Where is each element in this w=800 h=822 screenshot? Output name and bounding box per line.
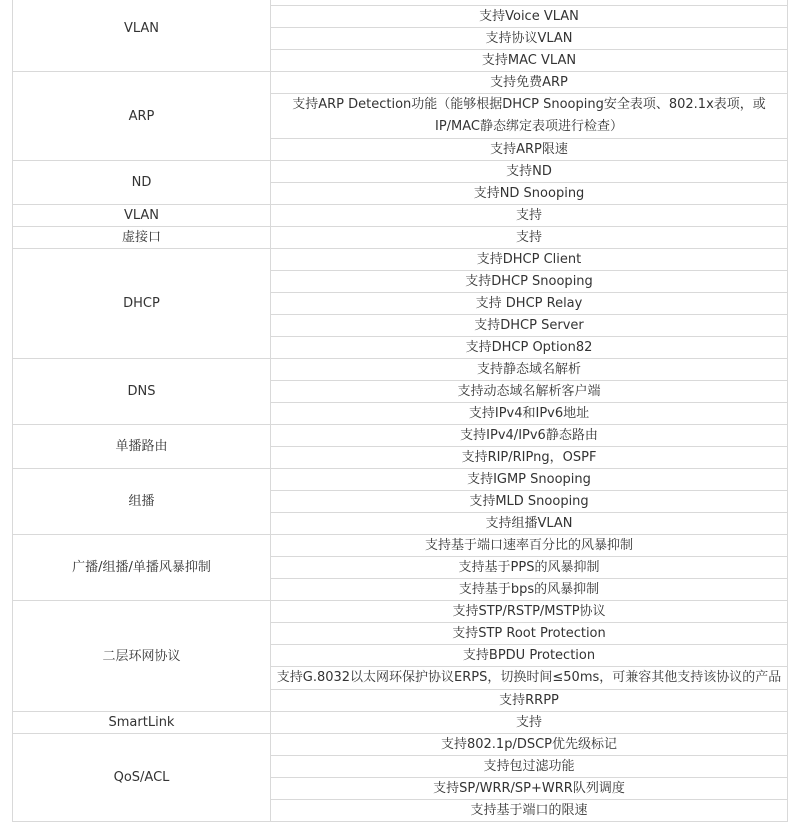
feature-cell: 支持基于bps的风暴抑制: [271, 579, 788, 601]
feature-cell: 支持SP/WRR/SP+WRR队列调度: [271, 778, 788, 800]
feature-cell: 支持IPv4/IPv6静态路由: [271, 425, 788, 447]
feature-cell: 支持ARP Detection功能（能够根据DHCP Snooping安全表项、802.1x表项，或IP/MAC静态绑定表项进行检查）: [271, 94, 788, 139]
category-cell: DHCP: [13, 249, 271, 359]
category-cell: 广播/组播/单播风暴抑制: [13, 535, 271, 601]
feature-cell: 支持免费ARP: [271, 72, 788, 94]
table-row: [13, 359, 788, 381]
table-row: [13, 469, 788, 491]
feature-cell: 支持组播VLAN: [271, 513, 788, 535]
feature-cell: 支持802.1p/DSCP优先级标记: [271, 734, 788, 756]
feature-cell: 支持动态域名解析客户端: [271, 381, 788, 403]
category-cell: 单播路由: [13, 425, 271, 469]
feature-cell: 支持DHCP Option82: [271, 337, 788, 359]
category-cell: ARP: [13, 72, 271, 161]
feature-cell: 支持: [271, 227, 788, 249]
feature-cell: 支持静态域名解析: [271, 359, 788, 381]
feature-cell: 支持基于端口速率百分比的风暴抑制: [271, 535, 788, 557]
category-cell: ND: [13, 161, 271, 205]
feature-cell: 支持ND Snooping: [271, 183, 788, 205]
feature-cell: 支持IGMP Snooping: [271, 469, 788, 491]
feature-cell: 支持: [271, 712, 788, 734]
feature-cell: 支持基于PPS的风暴抑制: [271, 557, 788, 579]
feature-cell: 支持ARP限速: [271, 139, 788, 161]
feature-cell: 支持MAC VLAN: [271, 50, 788, 72]
feature-cell: 支持IPv4和IPv6地址: [271, 403, 788, 425]
table-row: [13, 205, 788, 227]
table-row: [13, 712, 788, 734]
table-row: [13, 227, 788, 249]
table-row: [13, 249, 788, 271]
table-row: [13, 734, 788, 756]
feature-cell: 支持协议VLAN: [271, 28, 788, 50]
feature-cell: 支持DHCP Snooping: [271, 271, 788, 293]
table-row: [13, 161, 788, 183]
category-cell: QoS/ACL: [13, 734, 271, 822]
feature-cell: 支持BPDU Protection: [271, 645, 788, 667]
feature-cell: 支持Voice VLAN: [271, 6, 788, 28]
category-cell: SmartLink: [13, 712, 271, 734]
table-row: [13, 601, 788, 623]
category-cell: 组播: [13, 469, 271, 535]
category-cell: 虚接口: [13, 227, 271, 249]
feature-cell: 支持包过滤功能: [271, 756, 788, 778]
category-cell: DNS: [13, 359, 271, 425]
feature-cell: 支持STP/RSTP/MSTP协议: [271, 601, 788, 623]
table-row: [13, 535, 788, 557]
feature-cell: 支持: [271, 205, 788, 227]
feature-cell: 支持 DHCP Relay: [271, 293, 788, 315]
table-row: [13, 72, 788, 94]
spec-table: [12, 0, 788, 822]
category-cell: 二层环网协议: [13, 601, 271, 712]
category-cell: VLAN: [13, 205, 271, 227]
feature-cell: 支持RIP/RIPng，OSPF: [271, 447, 788, 469]
feature-cell: 支持DHCP Client: [271, 249, 788, 271]
feature-cell: 支持RRPP: [271, 690, 788, 712]
category-cell: VLAN: [13, 0, 271, 72]
feature-cell: 支持基于端口的限速: [271, 800, 788, 822]
table-row: [13, 425, 788, 447]
feature-cell: 支持STP Root Protection: [271, 623, 788, 645]
feature-cell: 支持DHCP Server: [271, 315, 788, 337]
spec-table-body: [13, 0, 788, 822]
feature-cell: 支持MLD Snooping: [271, 491, 788, 513]
feature-cell: 支持G.8032以太网环保护协议ERPS，切换时间≤50ms，可兼容其他支持该协议的产品: [271, 667, 788, 690]
feature-cell: 支持ND: [271, 161, 788, 183]
